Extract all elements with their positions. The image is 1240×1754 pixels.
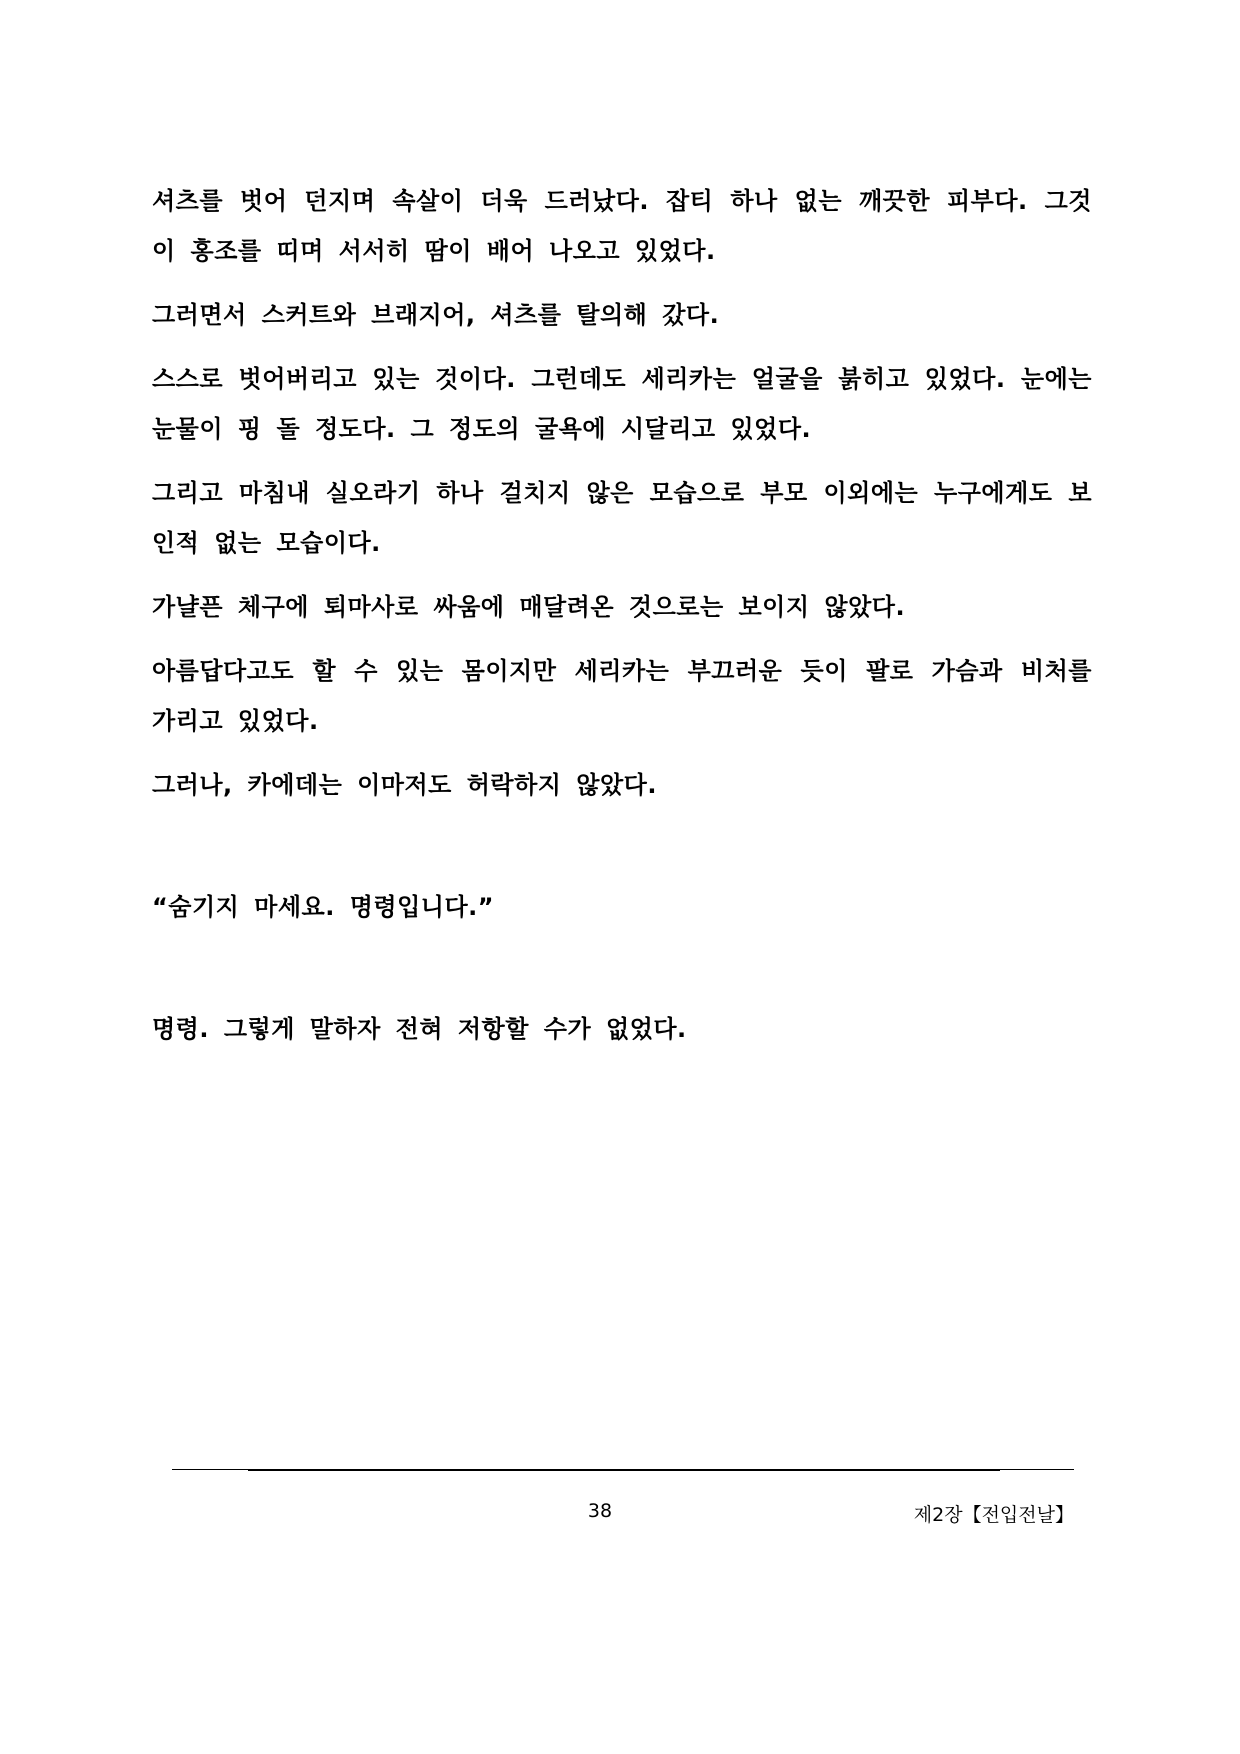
paragraph: 그러나, 카에데는 이마저도 허락하지 않았다. <box>152 771 657 799</box>
paragraph: 그러면서 스커트와 브래지어, 셔츠를 탈의해 갔다. <box>152 301 720 329</box>
paragraph: 스스로 벗어버리고 있는 것이다. 그런데도 세리카는 얼굴을 붉히고 있었다. 눈에는 눈물이 핑 돌 정도다. 그 정도의 굴욕에 시달리고 있었다. <box>152 365 1092 443</box>
dialogue-line: “숨기지 마세요. 명령입니다.” <box>152 893 495 921</box>
paragraph: 그리고 마침내 실오라기 하나 걸치지 않은 모습으로 부모 이외에는 누구에게도 보인적 없는 모습이다. <box>152 479 1092 557</box>
body-text <box>152 176 1092 1068</box>
paragraph: 아름답다고도 할 수 있는 몸이지만 세리카는 부끄러운 듯이 팔로 가슴과 비처를 가리고 있었다. <box>152 657 1092 735</box>
chapter-label: 제2장【전입전날】 <box>913 1504 1074 1526</box>
paragraph: 셔츠를 벗어 던지며 속살이 더욱 드러났다. 잡티 하나 없는 깨끗한 피부다. 그것이 홍조를 띠며 서서히 땀이 배어 나오고 있었다. <box>152 187 1092 265</box>
page-number: 38 <box>587 1500 613 1522</box>
footer-divider-accent <box>248 1469 1000 1471</box>
paragraph: 가냘픈 체구에 퇴마사로 싸움에 매달려온 것으로는 보이지 않았다. <box>152 593 906 621</box>
paragraph: 명령. 그렇게 말하자 전혀 저항할 수가 없었다. <box>152 1015 687 1043</box>
